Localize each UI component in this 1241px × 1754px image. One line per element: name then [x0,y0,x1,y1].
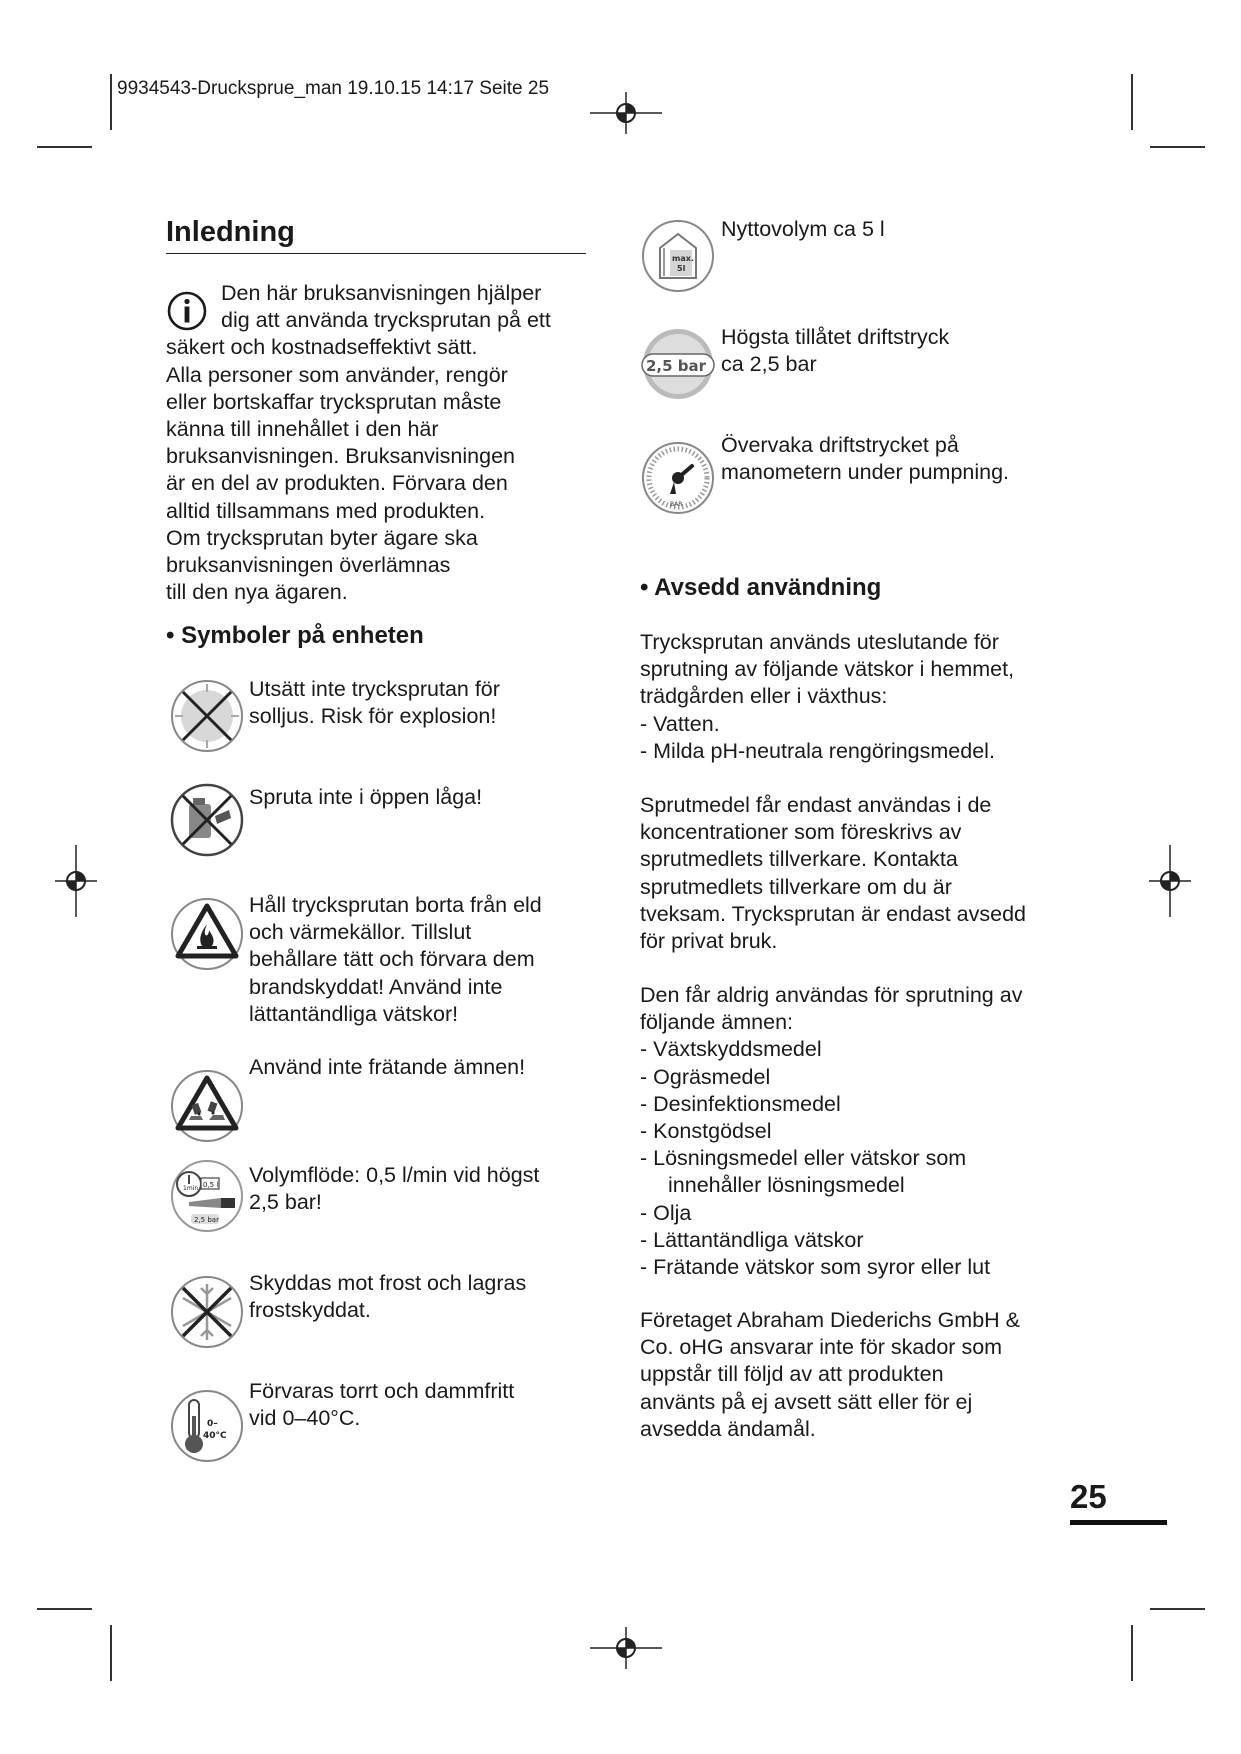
symbol-text-line: Förvaras torrt och dammfritt [249,1379,515,1403]
text-line: trädgården eller i växthus: [640,684,888,709]
text-line: koncentrationer som föreskrivs av [640,820,962,845]
intended-use-paragraph [640,629,1080,765]
symbol-text-line: och värmekällor. Tillslut [249,920,472,945]
symbol-text-line: Nyttovolym ca 5 l [721,217,885,241]
symbol-text-line: solljus. Risk för explosion! [249,704,497,729]
left-column [166,216,586,1441]
symbol-text-line: brandskyddat! Använd inte [249,974,503,999]
intro-line: Den här bruksanvisningen hjälper [221,281,542,305]
flow-volume-label: 0,5 l [203,1181,219,1189]
concentration-paragraph [640,792,1080,955]
text-line: - Milda pH-neutrala rengöringsmedel. [640,738,995,763]
manometer-unit-label: BAR [670,501,683,508]
page-number-underline [1070,1520,1167,1525]
registration-mark-icon [1145,841,1195,921]
flow-time-label: 1min [183,1185,199,1192]
text-line: - Växtskyddsmedel [640,1037,822,1062]
registration-mark-icon [586,1623,666,1673]
intro-line: dig att använda trycksprutan på ett [221,308,551,333]
temperature-label: 40°C [203,1431,227,1441]
liability-paragraph [640,1307,1080,1443]
crop-mark [110,1625,112,1681]
prohibited-substances-paragraph [640,982,1080,1281]
flow-rate-icon [169,1158,245,1234]
text-line: - Lösningsmedel eller vätskor som [640,1146,967,1171]
symbol-text-line: vid 0–40°C. [249,1406,361,1431]
intro-line: Alla personer som använder, rengör [166,362,508,387]
max-pressure-label: 2,5 bar [646,357,707,375]
max-pressure-icon [640,326,716,402]
intro-line: till den nya ägaren. [166,580,348,605]
text-line: innehåller lösningsmedel [668,1173,905,1198]
crop-mark [37,1608,92,1610]
text-line: - Ogräsmedel [640,1064,771,1089]
intro-line: bruksanvisningen. Bruksanvisningen [166,444,515,469]
intro-line: säkert och kostnadseffektivt sätt. [166,335,478,360]
symbol-text-line: frostskyddat. [249,1298,371,1323]
text-line: - Frätande vätskor som syror eller lut [640,1255,991,1280]
crop-mark [110,74,112,130]
symbol-text-line: behållare tätt och förvara dem [249,947,535,972]
symbol-text-line: Spruta inte i öppen låga! [249,785,483,809]
crop-mark [37,146,92,148]
text-line: för privat bruk. [640,929,778,954]
crop-mark [1150,146,1205,148]
text-line: avsedda ändamål. [640,1416,816,1441]
text-line: tveksam. Trycksprutan är endast avsedd [640,901,1026,926]
text-line: - Lättantändliga vätskor [640,1227,864,1252]
symbol-text-line: Använd inte frätande ämnen! [249,1055,526,1079]
max-volume-icon [640,218,716,294]
intro-line: bruksanvisningen överlämnas [166,553,451,578]
intro-line: är en del av produkten. Förvara den [166,471,508,496]
max-volume-label: max. [672,254,694,263]
corrosive-warning-icon [169,1068,245,1144]
registration-mark-icon [51,841,101,921]
no-sunlight-icon [169,678,245,754]
intro-paragraph [166,280,586,606]
text-line: sprutning av följande vätskor i hemmet, [640,657,1015,682]
symbols-heading: • Symboler på enheten [166,622,424,649]
flammable-warning-icon [169,896,245,972]
page-title: Inledning [166,216,586,254]
intro-line: Om trycksprutan byter ägare ska [166,525,478,550]
intended-use-heading: • Avsedd användning [640,574,882,601]
crop-mark [1150,1608,1205,1610]
text-line: Sprutmedel får endast användas i de [640,793,992,817]
text-line: sprutmedlets tillverkare. Kontakta [640,847,958,872]
symbol-text-line: Högsta tillåtet driftstryck [721,325,950,349]
symbol-text-line: Skyddas mot frost och lagras [249,1271,527,1295]
text-line: Den får aldrig användas för sprutning av [640,983,1023,1007]
symbol-text-line: 2,5 bar! [249,1190,322,1215]
manometer-icon [640,440,716,516]
text-line: Co. oHG ansvarar inte för skador som [640,1335,1003,1360]
text-line: sprutmedlets tillverkare om du är [640,874,952,899]
text-line: - Konstgödsel [640,1119,772,1144]
info-icon [166,290,208,332]
symbol-text-line: lättantändliga vätskor! [249,1001,459,1026]
registration-mark-icon [586,88,666,138]
symbol-text-line: Håll trycksprutan borta från eld [249,893,542,917]
intro-line: känna till innehållet i den här [166,417,439,442]
max-volume-label: 5l [677,264,686,273]
text-line: uppstår till följd av att produkten [640,1362,944,1387]
text-line: - Vatten. [640,711,720,736]
thermometer-icon [169,1388,245,1464]
symbol-text-line: ca 2,5 bar [721,352,817,377]
text-line: använts på ej avsett sätt eller för ej [640,1389,973,1414]
symbol-text-line: Övervaka driftstrycket på [721,433,959,457]
symbol-text-line: manometern under pumpning. [721,460,1010,485]
text-line: - Desinfektionsmedel [640,1091,841,1116]
print-slug: 9934543-Drucksprue_man 19.10.15 14:17 Seite 25 [117,78,550,99]
temperature-label: 0– [207,1419,218,1429]
crop-mark [1131,74,1133,130]
text-line: Företaget Abraham Diederichs GmbH & [640,1308,1020,1332]
symbol-text-line: Volymflöde: 0,5 l/min vid högst [249,1163,540,1187]
intro-line: alltid tillsammans med produkten. [166,498,486,523]
intro-line: eller bortskaffar trycksprutan måste [166,389,502,414]
text-line: Trycksprutan används uteslutande för [640,630,999,654]
crop-mark [1131,1625,1133,1681]
text-line: - Olja [640,1200,692,1225]
page-number: 25 [1070,1478,1107,1515]
no-frost-icon [169,1274,245,1350]
symbol-text-line: Utsätt inte trycksprutan för [249,677,500,701]
no-open-flame-icon [169,782,245,858]
flow-pressure-label: 2,5 bar [194,1216,219,1224]
text-line: följande ämnen: [640,1010,793,1035]
